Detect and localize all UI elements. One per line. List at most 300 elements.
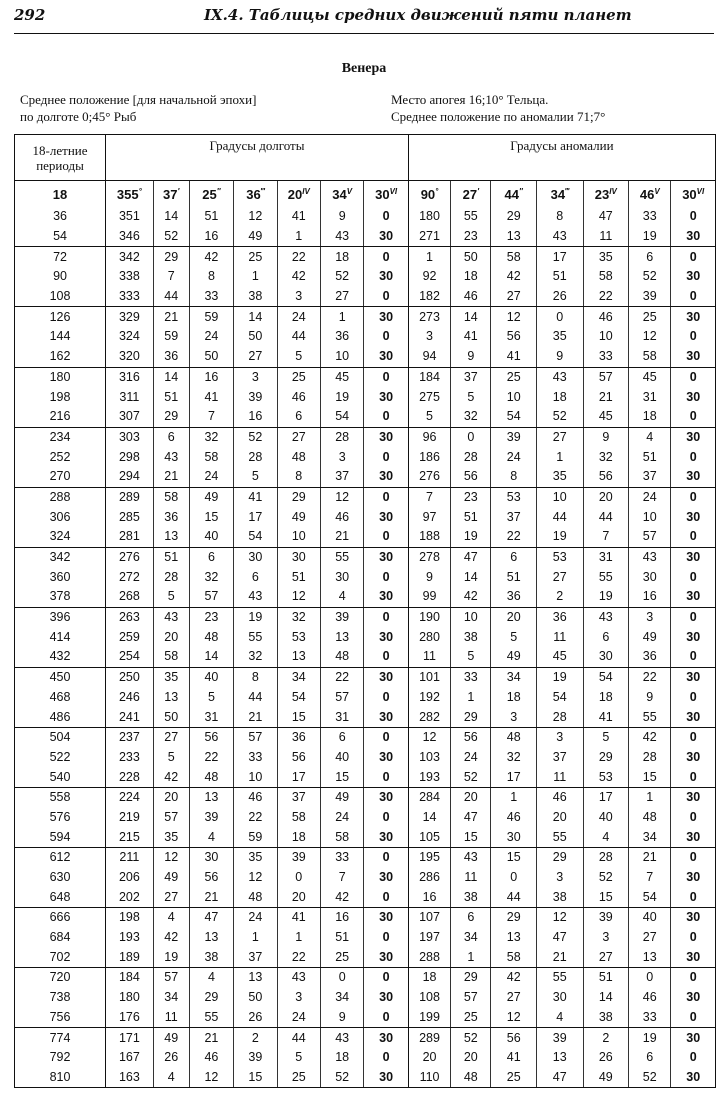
- table-cell: 3: [491, 707, 537, 727]
- table-cell: 45: [320, 367, 363, 387]
- table-cell: 19: [583, 587, 629, 607]
- period-cell: 180: [15, 367, 106, 387]
- table-cell: 20: [408, 1048, 450, 1068]
- table-cell: 21: [583, 387, 629, 407]
- table-cell: 5: [153, 587, 189, 607]
- intro-left-line1: Среднее положение [для начальной эпохи]: [20, 92, 257, 107]
- table-cell: 22: [234, 808, 277, 828]
- table-cell: 30: [364, 387, 408, 407]
- table-cell: 184: [408, 367, 450, 387]
- table-cell: 48: [491, 727, 537, 747]
- table-cell: 37: [491, 507, 537, 527]
- unit-mark: °: [435, 186, 439, 196]
- period-cell: 792: [15, 1048, 106, 1068]
- table-cell: 282: [408, 707, 450, 727]
- table-cell: 19: [536, 527, 583, 547]
- table-cell: 20: [536, 808, 583, 828]
- table-cell: 13: [277, 647, 320, 667]
- table-row: [15, 727, 716, 747]
- table-cell: 1: [408, 247, 450, 267]
- anomaly-unit-cell: [491, 181, 537, 208]
- table-cell: 190: [408, 607, 450, 627]
- table-cell: 0: [364, 928, 408, 948]
- table-cell: 0: [364, 887, 408, 907]
- table-cell: 33: [451, 667, 491, 687]
- table-cell: 42: [629, 727, 671, 747]
- table-cell: 298: [106, 447, 154, 467]
- period-cell: 54: [15, 227, 106, 247]
- table-cell: 11: [536, 767, 583, 787]
- table-row: [15, 808, 716, 828]
- table-cell: 278: [408, 547, 450, 567]
- table-cell: 51: [583, 968, 629, 988]
- unit-mark: IV: [609, 186, 617, 196]
- table-cell: 20: [583, 487, 629, 507]
- table-cell: 6: [629, 247, 671, 267]
- table-cell: 30: [364, 547, 408, 567]
- table-cell: 18: [629, 407, 671, 427]
- period-header-line2: периоды: [36, 157, 84, 173]
- table-cell: 180: [106, 988, 154, 1008]
- table-cell: 17: [536, 247, 583, 267]
- table-cell: 28: [536, 707, 583, 727]
- table-row: [15, 908, 716, 928]
- table-cell: 13: [536, 1048, 583, 1068]
- table-cell: 30: [671, 507, 716, 527]
- period-cell: 774: [15, 1028, 106, 1048]
- table-cell: 188: [408, 527, 450, 547]
- table-cell: 49: [153, 1028, 189, 1048]
- table-cell: 254: [106, 647, 154, 667]
- table-cell: 29: [451, 707, 491, 727]
- cell-value: 355: [116, 186, 139, 202]
- table-cell: 39: [320, 607, 363, 627]
- table-cell: 30: [364, 947, 408, 967]
- table-cell: 14: [583, 988, 629, 1008]
- intro-right-line2: Среднее положение по аномалии 71;7°: [391, 109, 606, 124]
- table-cell: 46: [629, 988, 671, 1008]
- table-cell: 43: [583, 607, 629, 627]
- table-cell: 3: [320, 447, 363, 467]
- table-cell: 12: [234, 868, 277, 888]
- table-cell: 13: [234, 968, 277, 988]
- table-cell: 38: [536, 887, 583, 907]
- table-cell: 22: [277, 247, 320, 267]
- period-cell: 594: [15, 827, 106, 847]
- table-cell: 0: [671, 808, 716, 828]
- table-cell: 4: [536, 1008, 583, 1028]
- table-cell: 1: [451, 947, 491, 967]
- table-cell: 57: [451, 988, 491, 1008]
- section-title: Венера: [341, 61, 387, 76]
- anomaly-unit-cell: [451, 181, 491, 208]
- table-cell: 39: [491, 427, 537, 447]
- table-cell: 30: [671, 827, 716, 847]
- unit-mark: V: [346, 186, 353, 196]
- table-cell: 43: [451, 848, 491, 868]
- table-cell: 17: [491, 767, 537, 787]
- table-cell: 271: [408, 227, 450, 247]
- table-cell: 1: [491, 787, 537, 807]
- table-cell: 7: [189, 407, 233, 427]
- table-cell: 263: [106, 607, 154, 627]
- table-cell: 30: [320, 567, 363, 587]
- table-row: [15, 1008, 716, 1028]
- table-cell: 8: [491, 467, 537, 487]
- period-cell: 648: [15, 887, 106, 907]
- table-cell: 30: [364, 267, 408, 287]
- table-cell: 35: [153, 667, 189, 687]
- table-cell: 30: [364, 627, 408, 647]
- table-cell: 4: [153, 908, 189, 928]
- table-cell: 96: [408, 427, 450, 447]
- table-cell: 0: [629, 968, 671, 988]
- table-cell: 294: [106, 467, 154, 487]
- table-cell: 0: [671, 1048, 716, 1068]
- table-row: [15, 787, 716, 807]
- table-cell: 16: [234, 407, 277, 427]
- table-cell: 10: [277, 527, 320, 547]
- table-cell: 27: [153, 887, 189, 907]
- table-cell: 57: [153, 808, 189, 828]
- table-cell: 55: [536, 968, 583, 988]
- table-cell: 0: [671, 527, 716, 547]
- table-cell: 38: [583, 1008, 629, 1028]
- table-cell: 27: [491, 988, 537, 1008]
- table-cell: 338: [106, 267, 154, 287]
- table-cell: 46: [277, 387, 320, 407]
- longitude-unit-cell: [277, 181, 320, 208]
- table-cell: 56: [491, 1028, 537, 1048]
- table-cell: 39: [629, 287, 671, 307]
- table-cell: 30: [671, 988, 716, 1008]
- table-cell: 14: [153, 207, 189, 227]
- period-cell: 486: [15, 707, 106, 727]
- table-cell: 30: [671, 467, 716, 487]
- table-cell: 18: [408, 968, 450, 988]
- table-cell: 224: [106, 787, 154, 807]
- table-cell: 57: [320, 688, 363, 708]
- unit-mark: VI: [389, 186, 398, 196]
- table-cell: 51: [277, 567, 320, 587]
- table-cell: 39: [234, 1048, 277, 1068]
- table-row: [15, 447, 716, 467]
- table-cell: 36: [536, 607, 583, 627]
- table-cell: 12: [153, 848, 189, 868]
- table-cell: 12: [491, 1008, 537, 1028]
- table-cell: 215: [106, 827, 154, 847]
- table-cell: 307: [106, 407, 154, 427]
- table-cell: 250: [106, 667, 154, 687]
- table-cell: 0: [364, 407, 408, 427]
- table-cell: 23: [189, 607, 233, 627]
- table-cell: 34: [491, 667, 537, 687]
- table-row: [15, 607, 716, 627]
- table-cell: 32: [583, 447, 629, 467]
- table-cell: 20: [153, 627, 189, 647]
- table-cell: 47: [451, 808, 491, 828]
- table-cell: 276: [408, 467, 450, 487]
- table-cell: 40: [189, 667, 233, 687]
- table-cell: 42: [277, 267, 320, 287]
- table-cell: 28: [583, 848, 629, 868]
- cell-value: 37: [163, 186, 178, 202]
- table-cell: 24: [189, 327, 233, 347]
- table-cell: 30: [671, 587, 716, 607]
- table-cell: 1: [277, 928, 320, 948]
- running-title: IX.4. Таблицы средних движений пяти планет: [204, 6, 632, 24]
- period-cell: 720: [15, 968, 106, 988]
- table-cell: 54: [629, 887, 671, 907]
- table-cell: 19: [536, 667, 583, 687]
- intro-right: [391, 91, 605, 125]
- table-cell: 44: [277, 1028, 320, 1048]
- table-row: [15, 507, 716, 527]
- table-cell: 46: [491, 808, 537, 828]
- table-row: [15, 207, 716, 227]
- table-cell: 275: [408, 387, 450, 407]
- period-cell: 666: [15, 908, 106, 928]
- table-cell: 58: [153, 647, 189, 667]
- table-cell: 0: [536, 307, 583, 327]
- table-cell: 0: [364, 848, 408, 868]
- cell-value: 44: [504, 186, 520, 202]
- table-cell: 30: [364, 307, 408, 327]
- table-row: [15, 567, 716, 587]
- table-cell: 56: [491, 327, 537, 347]
- table-cell: 3: [277, 287, 320, 307]
- table-cell: 0: [671, 647, 716, 667]
- table-cell: 233: [106, 748, 154, 768]
- table-cell: 47: [583, 207, 629, 227]
- table-cell: 10: [491, 387, 537, 407]
- table-cell: 30: [364, 667, 408, 687]
- table-cell: 30: [671, 1068, 716, 1088]
- table-row: [15, 1028, 716, 1048]
- table-cell: 41: [451, 327, 491, 347]
- table-cell: 5: [234, 467, 277, 487]
- table-cell: 29: [153, 247, 189, 267]
- table-cell: 6: [277, 407, 320, 427]
- table-cell: 3: [629, 607, 671, 627]
- table-cell: 30: [364, 427, 408, 447]
- unit-mark: IV: [302, 186, 310, 196]
- table-cell: 0: [364, 567, 408, 587]
- mean-motion-table: [14, 134, 716, 1088]
- period-cell: 756: [15, 1008, 106, 1028]
- table-cell: 57: [189, 587, 233, 607]
- table-cell: 40: [629, 908, 671, 928]
- table-cell: 5: [153, 748, 189, 768]
- table-cell: 58: [153, 487, 189, 507]
- table-cell: 163: [106, 1068, 154, 1088]
- table-cell: 246: [106, 688, 154, 708]
- table-cell: 42: [189, 247, 233, 267]
- table-row: [15, 767, 716, 787]
- table-cell: 27: [536, 567, 583, 587]
- table-cell: 32: [491, 748, 537, 768]
- table-cell: 195: [408, 848, 450, 868]
- table-row: [15, 968, 716, 988]
- table-cell: 52: [451, 1028, 491, 1048]
- table-cell: 33: [629, 1008, 671, 1028]
- table-cell: 54: [491, 407, 537, 427]
- table-cell: 20: [153, 787, 189, 807]
- table-cell: 0: [364, 487, 408, 507]
- table-cell: 108: [408, 988, 450, 1008]
- table-cell: 29: [491, 207, 537, 227]
- table-cell: 3: [536, 727, 583, 747]
- table-cell: 52: [234, 427, 277, 447]
- table-cell: 45: [583, 407, 629, 427]
- table-cell: 30: [671, 307, 716, 327]
- cell-value: 23: [594, 186, 610, 202]
- table-cell: 12: [629, 327, 671, 347]
- table-row: [15, 1048, 716, 1068]
- table-cell: 48: [451, 1068, 491, 1088]
- table-cell: 27: [153, 727, 189, 747]
- table-cell: 30: [491, 827, 537, 847]
- table-cell: 22: [189, 748, 233, 768]
- table-cell: 51: [320, 928, 363, 948]
- table-cell: 2: [234, 1028, 277, 1048]
- table-cell: 14: [408, 808, 450, 828]
- table-cell: 57: [583, 367, 629, 387]
- table-cell: 12: [234, 207, 277, 227]
- table-cell: 43: [629, 547, 671, 567]
- table-cell: 41: [277, 908, 320, 928]
- table-cell: 9: [583, 427, 629, 447]
- table-cell: 30: [364, 827, 408, 847]
- table-cell: 21: [153, 467, 189, 487]
- table-cell: 15: [277, 707, 320, 727]
- table-cell: 5: [408, 407, 450, 427]
- table-cell: 17: [234, 507, 277, 527]
- period-cell: 342: [15, 547, 106, 567]
- table-cell: 59: [234, 827, 277, 847]
- table-cell: 324: [106, 327, 154, 347]
- table-cell: 56: [189, 727, 233, 747]
- table-cell: 0: [364, 808, 408, 828]
- table-cell: 15: [234, 1068, 277, 1088]
- table-cell: 23: [451, 487, 491, 507]
- intro-right-line1: Место апогея 16;10° Тельца.: [391, 92, 549, 107]
- table-cell: 5: [491, 627, 537, 647]
- table-cell: 171: [106, 1028, 154, 1048]
- table-cell: 30: [671, 267, 716, 287]
- table-cell: 7: [153, 267, 189, 287]
- longitude-unit-cell: [153, 181, 189, 208]
- table-row: [15, 848, 716, 868]
- table-cell: 49: [491, 647, 537, 667]
- unit-mark: ′: [177, 186, 180, 196]
- table-cell: 31: [320, 707, 363, 727]
- table-cell: 16: [189, 367, 233, 387]
- table-cell: 0: [364, 727, 408, 747]
- period-cell: 414: [15, 627, 106, 647]
- period-cell: 558: [15, 787, 106, 807]
- table-cell: 22: [629, 667, 671, 687]
- table-row: [15, 707, 716, 727]
- table-cell: 42: [153, 767, 189, 787]
- table-cell: 41: [189, 387, 233, 407]
- table-row: [15, 667, 716, 687]
- table-cell: 0: [277, 868, 320, 888]
- table-cell: 28: [451, 447, 491, 467]
- table-cell: 97: [408, 507, 450, 527]
- period-cell: 144: [15, 327, 106, 347]
- table-cell: 0: [364, 207, 408, 227]
- table-cell: 1: [536, 447, 583, 467]
- anomaly-unit-cell: [629, 181, 671, 208]
- table-cell: 47: [536, 1068, 583, 1088]
- table-cell: 37: [629, 467, 671, 487]
- table-cell: 52: [536, 407, 583, 427]
- table-row: [15, 387, 716, 407]
- table-cell: 14: [153, 367, 189, 387]
- table-cell: 25: [277, 1068, 320, 1088]
- table-cell: 37: [451, 367, 491, 387]
- table-cell: 54: [536, 688, 583, 708]
- table-cell: 36: [629, 647, 671, 667]
- table-cell: 211: [106, 848, 154, 868]
- table-cell: 0: [671, 688, 716, 708]
- table-cell: 182: [408, 287, 450, 307]
- table-cell: 20: [491, 607, 537, 627]
- table-cell: 45: [629, 367, 671, 387]
- table-cell: 30: [364, 1028, 408, 1048]
- table-cell: 289: [408, 1028, 450, 1048]
- table-cell: 52: [320, 267, 363, 287]
- table-cell: 51: [629, 447, 671, 467]
- table-cell: 20: [277, 887, 320, 907]
- table-cell: 3: [234, 367, 277, 387]
- table-cell: 197: [408, 928, 450, 948]
- table-cell: 30: [671, 748, 716, 768]
- anomaly-unit-cell: [536, 181, 583, 208]
- page-number: 292: [14, 6, 46, 24]
- period-cell: 468: [15, 688, 106, 708]
- table-cell: 56: [277, 748, 320, 768]
- table-cell: 311: [106, 387, 154, 407]
- table-cell: 30: [364, 507, 408, 527]
- table-cell: 5: [277, 1048, 320, 1068]
- table-cell: 55: [583, 567, 629, 587]
- table-cell: 3: [277, 988, 320, 1008]
- table-cell: 45: [536, 647, 583, 667]
- table-cell: 30: [364, 347, 408, 367]
- table-cell: 9: [451, 347, 491, 367]
- table-row: [15, 827, 716, 847]
- table-cell: 26: [583, 1048, 629, 1068]
- table-row: [15, 547, 716, 567]
- table-cell: 48: [320, 647, 363, 667]
- table-cell: 46: [583, 307, 629, 327]
- period-cell: 72: [15, 247, 106, 267]
- period-cell: 630: [15, 868, 106, 888]
- table-cell: 49: [153, 868, 189, 888]
- table-cell: 26: [536, 287, 583, 307]
- table-cell: 28: [629, 748, 671, 768]
- table-cell: 32: [234, 647, 277, 667]
- table-cell: 0: [671, 887, 716, 907]
- table-row: [15, 487, 716, 507]
- table-cell: 0: [671, 567, 716, 587]
- table-cell: 13: [189, 928, 233, 948]
- table-cell: 12: [189, 1068, 233, 1088]
- longitude-group-header: Градусы долготы: [106, 135, 409, 181]
- table-body: [15, 207, 716, 1088]
